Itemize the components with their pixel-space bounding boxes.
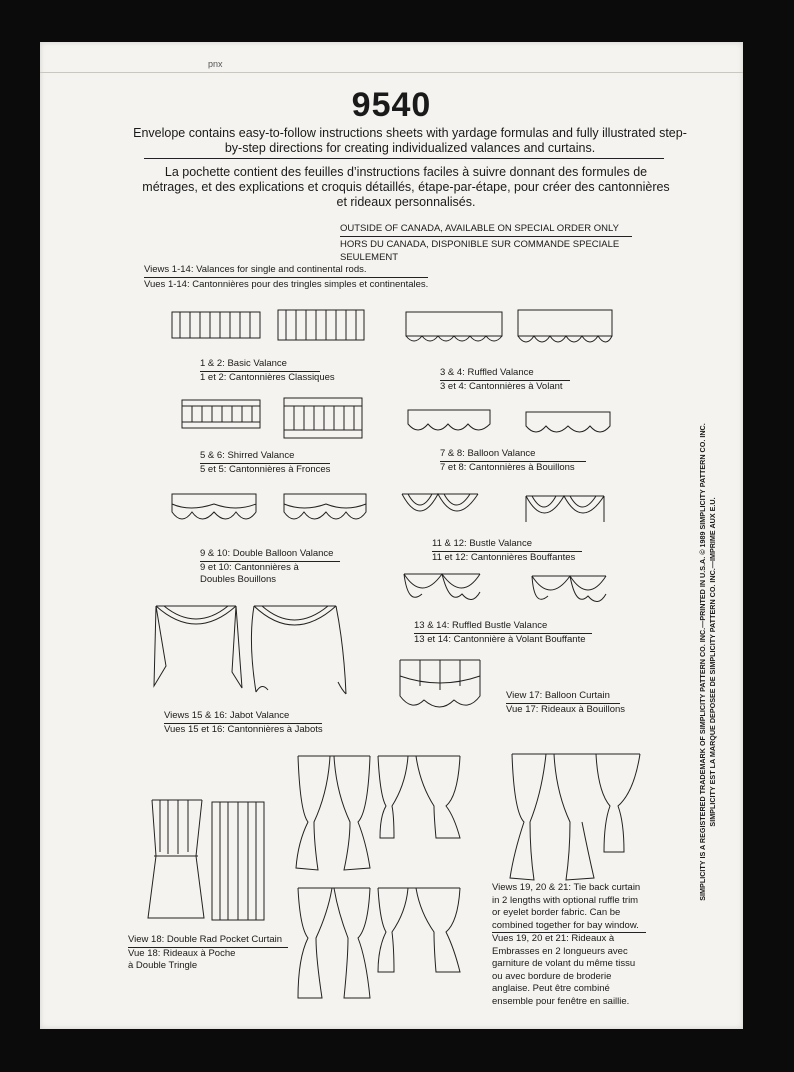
caption-view-17 — [506, 690, 625, 716]
caption-views-1-2 — [200, 358, 335, 384]
caption-en: 9 & 10: Double Balloon Valance — [200, 548, 334, 559]
caption-en: Views 15 & 16: Jabot Valance — [164, 710, 290, 721]
caption-fr-line2: Doubles Bouillons — [200, 574, 277, 585]
caption-views-7-8 — [440, 448, 586, 474]
caption-views-5-6 — [200, 450, 330, 476]
views-header-english: Views 1-14: Valances for single and continental rods. — [144, 264, 367, 275]
divider — [440, 380, 570, 381]
divider — [200, 463, 330, 464]
caption-fr: 11 et 12: Cantonnières Bouffantes — [432, 551, 576, 563]
divider — [200, 561, 340, 562]
basic-valance-illustration — [170, 308, 370, 348]
divider — [506, 703, 620, 704]
caption-fr-line1: Vues 19, 20 et 21: Rideaux à — [492, 933, 615, 944]
caption-en: View 17: Balloon Curtain — [506, 690, 610, 701]
caption-en: 3 & 4: Ruffled Valance — [440, 367, 534, 378]
caption-fr: 13 et 14: Cantonnière à Volant Bouffante — [414, 633, 586, 645]
caption-fr-line6: ensemble pour fenêtre en saillie. — [492, 995, 630, 1007]
intro-french: La pochette contient des feuilles d’instructions faciles à suivre donnant des formules de métrages, et des explications et croquis détaillés, étape-par-étape, pour créer des cantonnières et rideaux personnalisés. — [142, 165, 670, 209]
balloon-valance-illustration — [406, 406, 620, 442]
caption-views-11-12 — [432, 538, 582, 564]
caption-en-line2: in 2 lengths with optional ruffle trim — [492, 894, 639, 906]
pattern-envelope — [40, 42, 743, 1029]
availability-english: OUTSIDE OF CANADA, AVAILABLE ON SPECIAL ORDER ONLY — [340, 223, 619, 234]
caption-en: 5 & 6: Shirred Valance — [200, 450, 295, 461]
caption-fr: 3 et 4: Cantonnières à Volant — [440, 380, 563, 392]
caption-en: View 18: Double Rad Pocket Curtain — [128, 934, 283, 945]
divider — [144, 277, 428, 278]
divider — [164, 723, 322, 724]
ruffled-bustle-valance-illustration — [400, 572, 610, 612]
balloon-curtain-illustration — [396, 656, 486, 716]
caption-fr-line2: à Double Tringle — [128, 960, 198, 971]
bustle-valance-illustration — [400, 492, 610, 532]
caption-fr-line4: ou avec bordure de broderie — [492, 970, 612, 982]
views-header-french: Vues 1-14: Cantonnières pour des tringles simples et continentales. — [144, 279, 429, 290]
caption-fr-line3: garniture de volant du même tissu — [492, 958, 636, 969]
trademark-english: SIMPLICITY IS A REGISTERED TRADEMARK OF SIMPLICITY PATTERN CO. INC.—PRINTED IN U.S.A. © 1989 SIMPLICITY PATTERN CO. INC. — [698, 423, 707, 901]
trademark-french: SIMPLICITY EST LA MARQUE DEPOSEE DE SIMPLICITY PATTERN CO. INC.—IMPRIME AUX E.U. — [708, 497, 717, 827]
caption-fr: Vue 18: Rideaux à Poche — [128, 947, 236, 959]
trademark-side-text — [698, 382, 718, 942]
caption-view-18 — [128, 934, 288, 973]
double-rod-pocket-curtain-illustration — [146, 796, 270, 926]
caption-en-line3: or eyelet border fabric. Can be — [492, 907, 621, 918]
caption-fr: 9 et 10: Cantonnières à — [200, 561, 299, 573]
caption-en: 7 & 8: Balloon Valance — [440, 448, 536, 459]
caption-fr-line2: Embrasses en 2 longueurs avec — [492, 945, 628, 957]
availability-french: HORS DU CANADA, DISPONIBLE SUR COMMANDE SPECIALE SEULEMENT — [340, 239, 620, 263]
divider — [128, 947, 288, 948]
caption-views-13-14 — [414, 620, 592, 646]
ruffled-valance-illustration — [404, 308, 616, 354]
divider — [492, 932, 646, 933]
divider — [414, 633, 592, 634]
caption-views-19-21 — [492, 882, 646, 1008]
caption-fr: 1 et 2: Cantonnières Classiques — [200, 371, 335, 383]
jabot-valance-illustration — [152, 602, 352, 702]
caption-fr: 7 et 8: Cantonnières à Bouillons — [440, 461, 575, 473]
caption-en-line4: combined together for bay window. — [492, 919, 639, 931]
divider — [144, 158, 664, 159]
caption-en-line1: Views 19, 20 & 21: Tie back curtain — [492, 882, 641, 893]
caption-views-15-16 — [164, 710, 323, 736]
caption-fr: Vues 15 et 16: Cantonnières à Jabots — [164, 723, 323, 735]
intro-english: Envelope contains easy-to-follow instructions sheets with yardage formulas and fully illustrated step-by-step directions for creating individualized valances and curtains. — [133, 126, 687, 155]
shirred-valance-illustration — [180, 396, 370, 442]
caption-en: 13 & 14: Ruffled Bustle Valance — [414, 620, 548, 631]
caption-en: 11 & 12: Bustle Valance — [432, 538, 532, 549]
caption-fr-line5: anglaise. Peut être combiné — [492, 983, 610, 994]
views-header — [144, 264, 428, 291]
caption-fr: 5 et 5: Cantonnières à Fronces — [200, 463, 331, 475]
availability-block — [340, 222, 640, 264]
divider — [440, 461, 586, 462]
caption-views-9-10 — [200, 548, 340, 587]
double-balloon-valance-illustration — [170, 490, 370, 534]
caption-fr: Vue 17: Rideaux à Bouillons — [506, 703, 626, 715]
divider — [200, 371, 320, 372]
corner-mark: xud — [208, 60, 223, 70]
caption-views-3-4 — [440, 367, 570, 393]
divider — [432, 551, 582, 552]
caption-en: 1 & 2: Basic Valance — [200, 358, 287, 369]
pattern-number: 9540 — [351, 86, 432, 124]
envelope-flap — [40, 42, 743, 73]
divider — [340, 236, 632, 237]
